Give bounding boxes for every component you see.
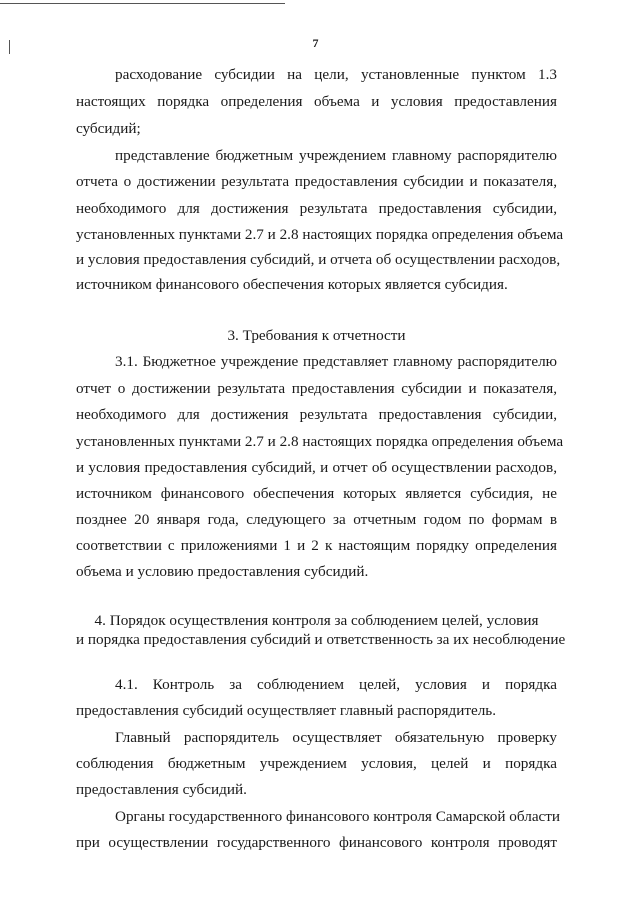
text-line: при осуществлении государственного финансового контроля проводят: [76, 834, 557, 851]
text-line: соблюдения бюджетным учреждением условия, целей и порядка: [76, 755, 557, 772]
text-line: соответствии с приложениями 1 и 2 к настоящим порядку определения: [76, 537, 557, 554]
text-line: отчет о достижении результата предоставления субсидии и показателя,: [76, 380, 557, 397]
page-number: 7: [312, 36, 319, 50]
text-line: 4.1. Контроль за соблюдением целей, условия и порядка: [115, 676, 557, 693]
text-line: объема и условию предоставления субсидий.: [76, 563, 369, 580]
text-line: источником финансового обеспечения которых является субсидия, не: [76, 485, 557, 502]
text-line: необходимого для достижения результата предоставления субсидии,: [76, 200, 557, 217]
text-line: отчета о достижении результата предоставления субсидии и показателя,: [76, 173, 557, 190]
section-heading: и порядка предоставления субсидий и ответственность за их несоблюдение: [76, 631, 566, 648]
text-line: установленных пунктами 2.7 и 2.8 настоящих порядка определения объема: [76, 433, 564, 450]
text-line: предоставления субсидий осуществляет главный распорядитель.: [76, 702, 497, 719]
scan-artifact-top-line: [0, 3, 285, 4]
section-heading: 3. Требования к отчетности: [227, 327, 406, 344]
text-line: Органы государственного финансового контроля Самарской области: [115, 808, 561, 825]
text-line: предоставления субсидий.: [76, 781, 247, 798]
text-line: позднее 20 января года, следующего за отчетным годом по формам в: [76, 511, 557, 528]
text-line: источником финансового обеспечения которых является субсидия.: [76, 276, 508, 293]
text-line: расходование субсидии на цели, установленные пунктом 1.3: [115, 66, 557, 83]
text-line: представление бюджетным учреждением главному распорядителю: [115, 147, 557, 164]
text-line: настоящих порядка определения объема и условия предоставления: [76, 93, 557, 110]
section-heading: 4. Порядок осуществления контроля за соблюдением целей, условия: [94, 612, 539, 629]
text-line: субсидий;: [76, 120, 141, 137]
text-line: необходимого для достижения результата предоставления субсидии,: [76, 406, 557, 423]
text-line: установленных пунктами 2.7 и 2.8 настоящих порядка определения объема: [76, 226, 564, 243]
text-line: Главный распорядитель осуществляет обязательную проверку: [115, 729, 557, 746]
text-line: 3.1. Бюджетное учреждение представляет главному распорядителю: [115, 353, 557, 370]
text-line: и условия предоставления субсидий, и отчет об осуществлении расходов,: [76, 459, 557, 476]
text-line: и условия предоставления субсидий, и отчета об осуществлении расходов,: [76, 251, 561, 268]
